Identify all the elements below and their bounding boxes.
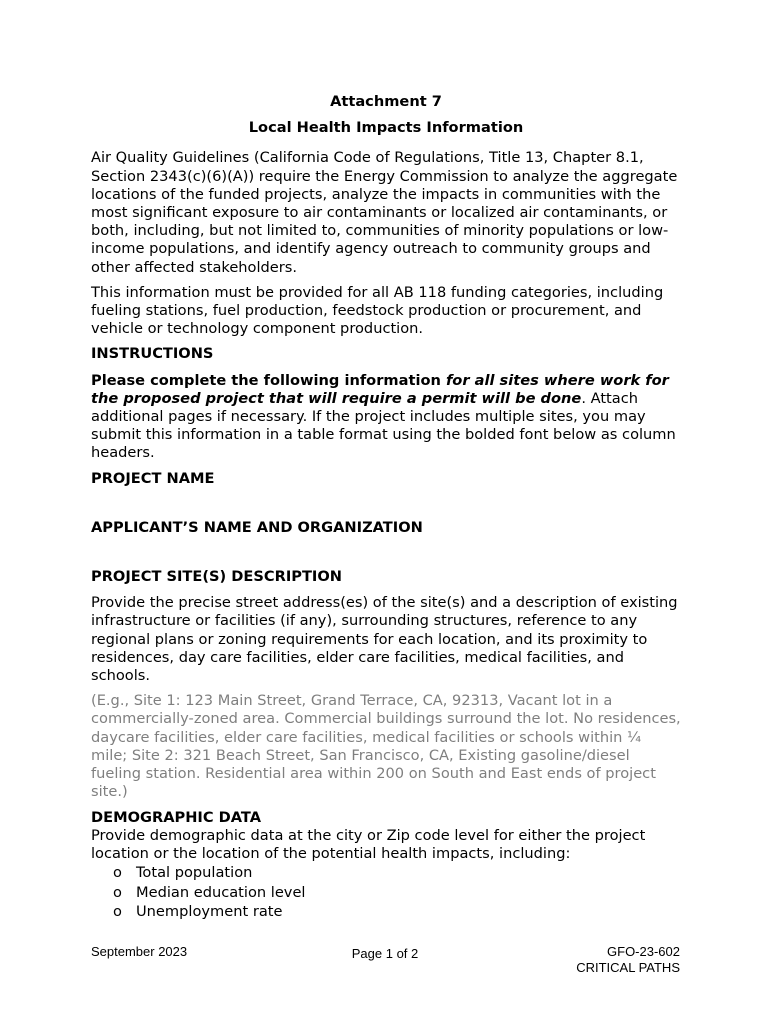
site-description-heading: PROJECT SITE(S) DESCRIPTION [91,568,342,586]
bullet-glyph: o [113,883,122,901]
document-title: Local Health Impacts Information [248,119,524,137]
attachment-label: Attachment 7 [330,93,442,110]
demographic-heading: DEMOGRAPHIC DATA [91,808,262,826]
footer-solicitation-number: GFO-23-602 [607,944,680,959]
instructions-rest: Attach additional pages if necessary. If the project includes multiple sites, you may submit this information in a table format using the bolded font below as column headers. [91,389,676,462]
bullet-glyph: o [113,903,122,921]
demographic-text: Provide demographic data at the city or Zip code level for either the project location or the location of the potential health impacts, including: [91,826,646,862]
site-description-example: (E.g., Site 1: 123 Main Street, Grand Terrace, CA, 92313, Vacant lot in a commercially-zoned area. Commercial buildings surround the lot. No residences, daycare facilities, elder care facilities, medical facilities or schools within ¼ mile; Site 2: 321 Beach Street, San Francisco, CA, Existing gasoline/diesel fueling station. Residential area within 200 on South and East ends of project site.) [91,692,681,801]
applicant-heading: APPLICANT’S NAME AND ORGANIZATION [91,518,423,536]
footer-page-number: Page 1 of 2 [351,946,419,961]
instructions-emphasis: for all sites where work for the proposed project that will require a permit will be done [91,371,669,407]
intro-paragraph-1: Air Quality Guidelines (California Code of Regulations, Title 13, Chapter 8.1, Section 2343(c)(6)(A)) require the Energy Commission to analyze the aggregate locations of the funded projects, analyze the impacts in communities with the most significant exposure to air contaminants or localized air contaminants, or both, including, but not limited to, communities of minority populations or low-income populations, and identify agency outreach to community groups and other affected stakeholders. [91,149,678,276]
site-description-text: Provide the precise street address(es) of the site(s) and a description of existing infrastructure or facilities (if any), surrounding structures, reference to any regional plans or zoning requirements for each location, and its proximity to residences, day care facilities, elder care facilities, medical facilities, and schools. [91,594,678,685]
instructions-period: . [581,389,586,407]
instructions-bold-lead: Please complete the following information [91,371,446,389]
bullet-glyph: o [113,864,122,882]
footer-program-name: CRITICAL PATHS [576,960,680,975]
project-name-heading: PROJECT NAME [91,469,215,487]
demographic-list [91,863,681,922]
footer-date: September 2023 [91,944,188,959]
list-item: o Total population [113,864,253,882]
intro-paragraph-2: This information must be provided for all AB 118 funding categories, including fueling stations, fuel production, feedstock production or procurement, and vehicle or technology component production. [91,283,664,338]
instructions-paragraph [91,372,681,463]
instructions-heading: INSTRUCTIONS [91,345,214,363]
list-item: o Unemployment rate [113,903,283,921]
footer-solicitation [576,944,680,976]
list-item: o Median education level [113,883,306,901]
document-body [91,93,681,922]
